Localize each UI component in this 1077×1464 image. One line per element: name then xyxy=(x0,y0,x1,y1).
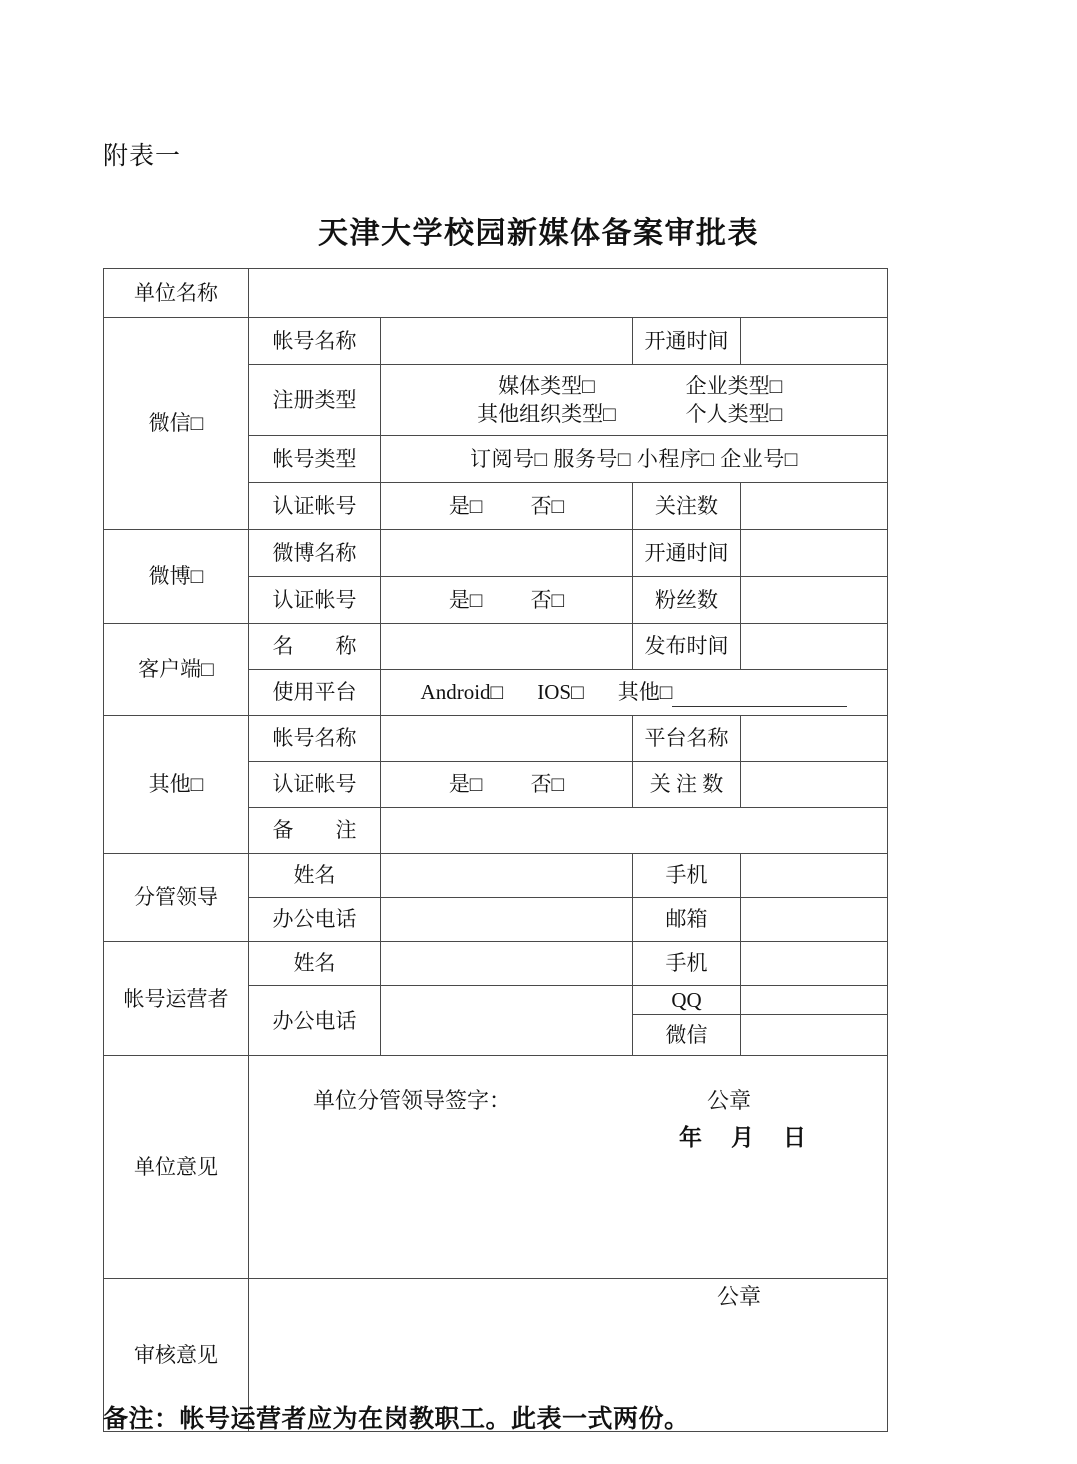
table-row xyxy=(104,318,888,365)
other-verified-options[interactable] xyxy=(381,762,633,808)
operator-qq-label: QQ xyxy=(633,986,741,1015)
other-platform-name-value[interactable] xyxy=(741,716,888,762)
category-weibo[interactable]: 微博□ xyxy=(104,530,249,624)
day-label: 日 xyxy=(783,1125,807,1151)
other-verified-label: 认证帐号 xyxy=(249,762,381,808)
footer-note: 备注：帐号运营者应为在岗教职工。此表一式两份。 xyxy=(103,1406,690,1433)
other-followers-value[interactable] xyxy=(741,762,888,808)
month-label: 月 xyxy=(731,1125,755,1151)
client-name-label: 名 称 xyxy=(249,624,381,670)
option-yes[interactable]: 是□ xyxy=(448,587,483,612)
wechat-account-name-label: 帐号名称 xyxy=(249,318,381,365)
leader-name-label: 姓名 xyxy=(249,854,381,898)
operator-office-phone-label: 办公电话 xyxy=(249,986,381,1056)
table-row xyxy=(104,624,888,670)
signature-text: 单位分管领导签字： xyxy=(313,1087,512,1113)
weibo-open-time-value[interactable] xyxy=(741,530,888,577)
option-android[interactable]: Android□ xyxy=(420,680,504,705)
weibo-verified-options[interactable] xyxy=(381,577,633,624)
option-no[interactable]: 否□ xyxy=(530,493,565,518)
page-title: 天津大学校园新媒体备案审批表 xyxy=(318,217,759,250)
client-platform-label: 使用平台 xyxy=(249,670,381,716)
leader-office-phone-value[interactable] xyxy=(381,898,633,942)
category-client[interactable]: 客户端□ xyxy=(104,624,249,716)
weibo-name-value[interactable] xyxy=(381,530,633,577)
table-row xyxy=(104,1056,888,1279)
operator-wechat-label: 微信 xyxy=(633,1015,741,1056)
option-no[interactable]: 否□ xyxy=(530,587,565,612)
option-enterprise-type[interactable]: 企业类型□ xyxy=(685,373,783,398)
operator-mobile-label: 手机 xyxy=(633,942,741,986)
wechat-account-type-options[interactable]: 订阅号□ 服务号□ 小程序□ 企业号□ xyxy=(381,436,888,483)
wechat-account-type-label: 帐号类型 xyxy=(249,436,381,483)
option-other-org-type[interactable]: 其他组织类型□ xyxy=(477,402,616,426)
client-publish-time-value[interactable] xyxy=(741,624,888,670)
table-row xyxy=(104,530,888,577)
wechat-followers-value[interactable] xyxy=(741,483,888,530)
wechat-open-time-label: 开通时间 xyxy=(633,318,741,365)
weibo-open-time-label: 开通时间 xyxy=(633,530,741,577)
table-row xyxy=(104,269,888,318)
operator-qq-value[interactable] xyxy=(741,986,888,1015)
attachment-label: 附表一 xyxy=(103,143,182,170)
option-media-type[interactable]: 媒体类型□ xyxy=(498,373,595,398)
leader-email-label: 邮箱 xyxy=(633,898,741,942)
option-ios[interactable]: IOS□ xyxy=(537,680,584,705)
leader-mobile-label: 手机 xyxy=(633,854,741,898)
other-followers-label: 关 注 数 xyxy=(633,762,741,808)
category-other[interactable]: 其他□ xyxy=(104,716,249,854)
weibo-fans-value[interactable] xyxy=(741,577,888,624)
option-no[interactable]: 否□ xyxy=(530,772,565,797)
operator-mobile-value[interactable] xyxy=(741,942,888,986)
option-yes[interactable]: 是□ xyxy=(448,772,483,797)
option-personal-type[interactable]: 个人类型□ xyxy=(685,402,783,426)
weibo-verified-label: 认证帐号 xyxy=(249,577,381,624)
leader-name-value[interactable] xyxy=(381,854,633,898)
option-other-platform[interactable]: 其他□ xyxy=(617,680,673,705)
operator-name-value[interactable] xyxy=(381,942,633,986)
wechat-account-name-value[interactable] xyxy=(381,318,633,365)
other-platform-name-label: 平台名称 xyxy=(633,716,741,762)
unit-opinion-signature xyxy=(313,1086,751,1116)
unit-opinion-date xyxy=(679,1122,807,1153)
category-wechat[interactable]: 微信□ xyxy=(104,318,249,530)
unit-name-value[interactable] xyxy=(249,269,888,318)
year-label: 年 xyxy=(679,1125,703,1151)
leader-email-value[interactable] xyxy=(741,898,888,942)
operator-name-label: 姓名 xyxy=(249,942,381,986)
unit-opinion-label: 单位意见 xyxy=(104,1056,249,1279)
unit-opinion-body[interactable] xyxy=(249,1056,888,1279)
client-platform-options[interactable] xyxy=(381,670,888,716)
other-platform-input[interactable] xyxy=(672,684,847,707)
other-remark-label: 备 注 xyxy=(249,808,381,854)
other-account-name-value[interactable] xyxy=(381,716,633,762)
wechat-verified-options[interactable] xyxy=(381,483,633,530)
weibo-name-label: 微博名称 xyxy=(249,530,381,577)
wechat-register-type-options[interactable] xyxy=(381,365,888,436)
operator-wechat-value[interactable] xyxy=(741,1015,888,1056)
other-account-name-label: 帐号名称 xyxy=(249,716,381,762)
leader-office-phone-label: 办公电话 xyxy=(249,898,381,942)
category-leader: 分管领导 xyxy=(104,854,249,942)
client-publish-time-label: 发布时间 xyxy=(633,624,741,670)
seal-text: 公章 xyxy=(707,1087,752,1113)
media-registration-form xyxy=(103,268,888,1432)
review-seal-text: 公章 xyxy=(716,1283,761,1309)
leader-mobile-value[interactable] xyxy=(741,854,888,898)
operator-office-phone-value[interactable] xyxy=(381,986,633,1056)
category-operator: 帐号运营者 xyxy=(104,942,249,1056)
wechat-open-time-value[interactable] xyxy=(741,318,888,365)
weibo-fans-label: 粉丝数 xyxy=(633,577,741,624)
option-yes[interactable]: 是□ xyxy=(448,493,483,518)
wechat-verified-label: 认证帐号 xyxy=(249,483,381,530)
unit-name-label: 单位名称 xyxy=(104,269,249,318)
review-opinion-label: 审核意见 xyxy=(104,1279,249,1432)
other-remark-value[interactable] xyxy=(381,808,888,854)
table-row xyxy=(104,854,888,898)
wechat-followers-label: 关注数 xyxy=(633,483,741,530)
client-name-value[interactable] xyxy=(381,624,633,670)
wechat-register-type-label: 注册类型 xyxy=(249,365,381,436)
table-row xyxy=(104,942,888,986)
table-row xyxy=(104,716,888,762)
